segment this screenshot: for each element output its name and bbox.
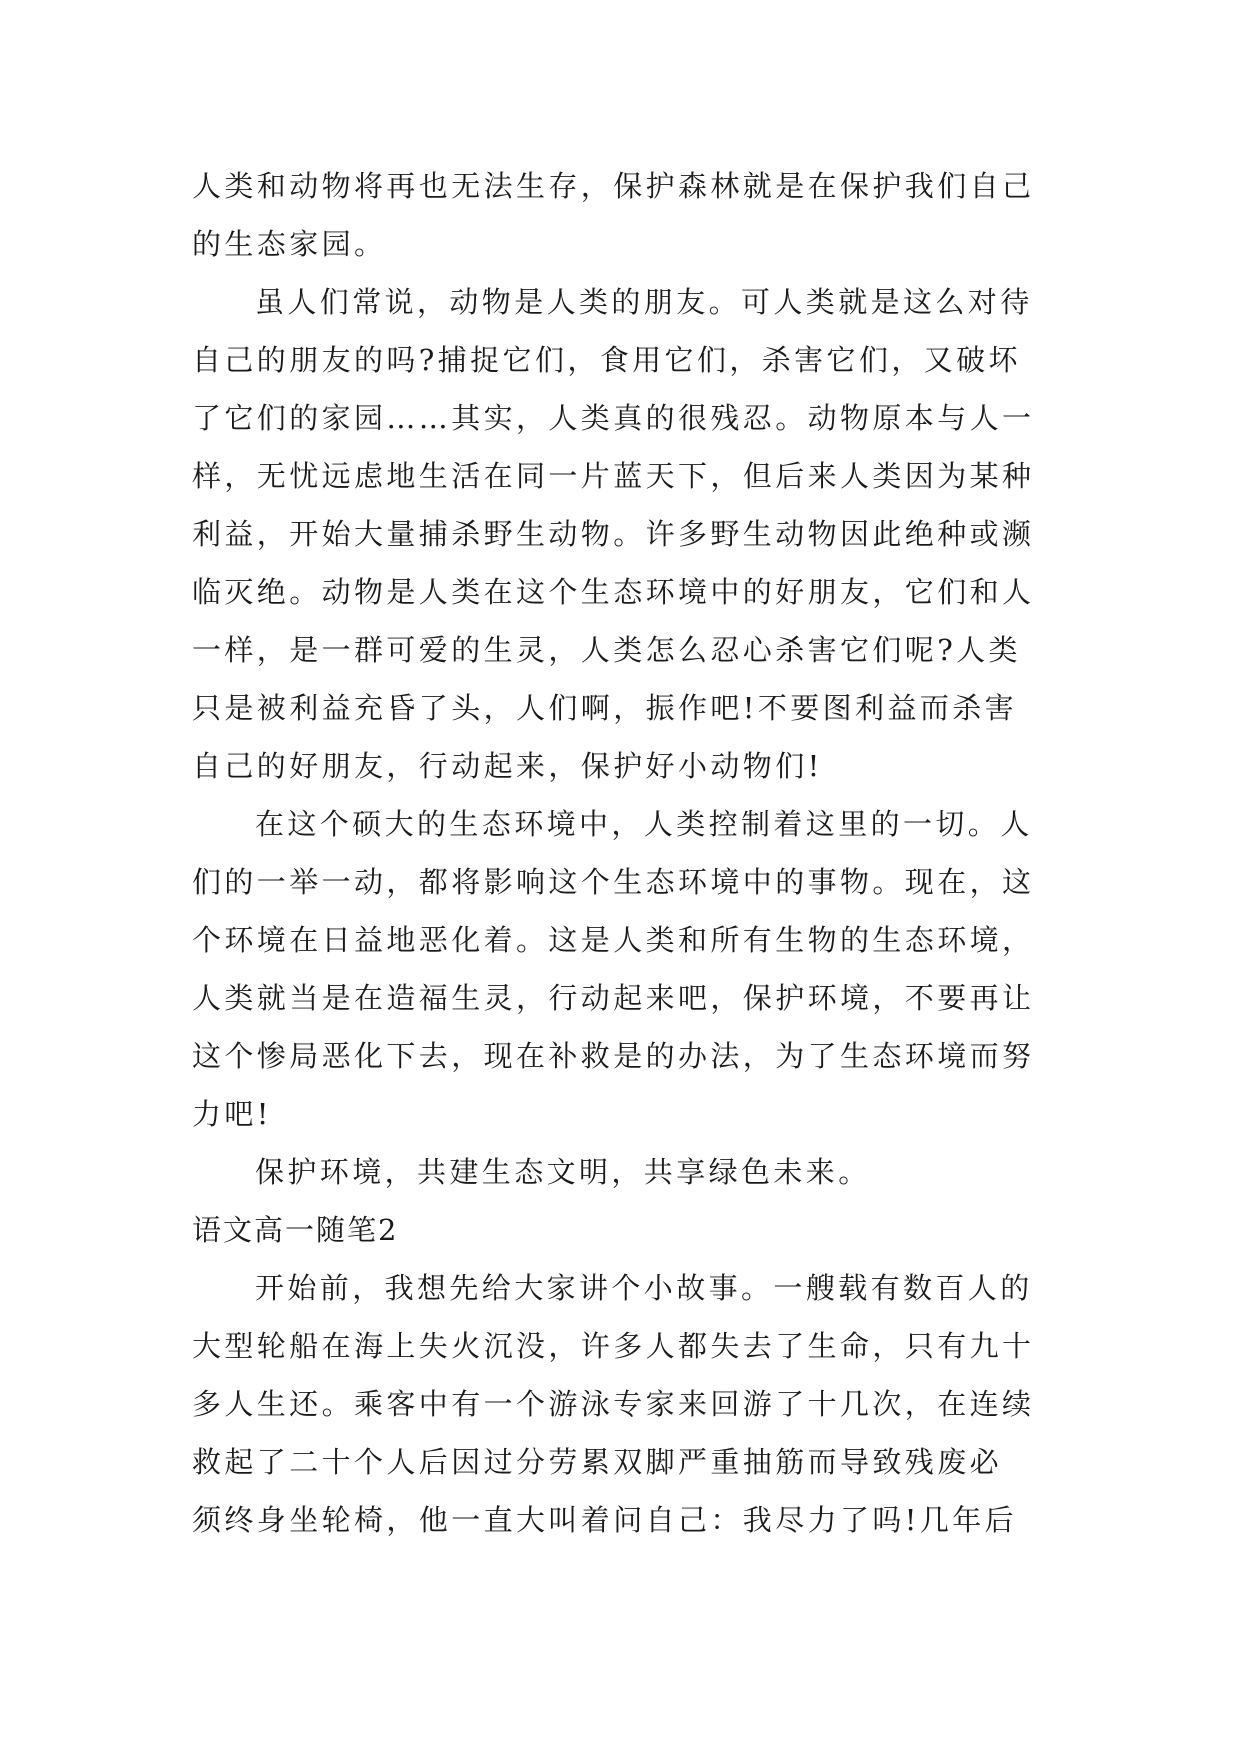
text-line: 人类和动物将再也无法生存，保护森林就是在保护我们自己 <box>192 169 1035 203</box>
text-line: 这个惨局恶化下去，现在补救是的办法，为了生态环境而努 <box>192 1039 1035 1073</box>
text-line: 救起了二十个人后因过分劳累双脚严重抽筋而导致残废必 <box>192 1445 1003 1479</box>
text-line: 自己的朋友的吗?捕捉它们，食用它们，杀害它们，又破坏 <box>192 343 1021 377</box>
text-line: 的生态家园。 <box>192 227 387 261</box>
text-line: 一样，是一群可爱的生灵，人类怎么忍心杀害它们呢?人类 <box>192 633 1021 667</box>
document-page <box>192 157 1072 1549</box>
text-line: 力吧! <box>192 1097 272 1131</box>
text-line: 开始前，我想先给大家讲个小故事。一艘载有数百人的 <box>255 1271 1033 1305</box>
text-line: 只是被利益充昏了头，人们啊，振作吧!不要图利益而杀害 <box>192 691 1018 725</box>
text-line: 利益，开始大量捕杀野生动物。许多野生动物因此绝种或濒 <box>192 517 1035 551</box>
text-line: 虽人们常说，动物是人类的朋友。可人类就是这么对待 <box>255 285 1033 319</box>
text-line: 人类就当是在造福生灵，行动起来吧，保护环境，不要再让 <box>192 981 1035 1015</box>
section-heading: 语文高一随笔2 <box>192 1213 399 1247</box>
text-line: 自己的好朋友，行动起来，保护好小动物们! <box>192 749 823 783</box>
text-line: 们的一举一动，都将影响这个生态环境中的事物。现在，这 <box>192 865 1035 899</box>
text-line: 样，无忧远虑地生活在同一片蓝天下，但后来人类因为某种 <box>192 459 1035 493</box>
text-line: 临灭绝。动物是人类在这个生态环境中的好朋友，它们和人 <box>192 575 1035 609</box>
text-line: 在这个硕大的生态环境中，人类控制着这里的一切。人 <box>255 807 1033 841</box>
text-line: 保护环境，共建生态文明，共享绿色未来。 <box>255 1155 871 1189</box>
text-line: 了它们的家园……其实，人类真的很残忍。动物原本与人一 <box>192 401 1035 435</box>
text-line: 须终身坐轮椅，他一直大叫着问自己：我尽力了吗!几年后 <box>192 1503 1018 1537</box>
text-line: 大型轮船在海上失火沉没，许多人都失去了生命，只有九十 <box>192 1329 1035 1363</box>
text-line: 多人生还。乘客中有一个游泳专家来回游了十几次，在连续 <box>192 1387 1035 1421</box>
text-line: 个环境在日益地恶化着。这是人类和所有生物的生态环境， <box>192 923 1035 957</box>
